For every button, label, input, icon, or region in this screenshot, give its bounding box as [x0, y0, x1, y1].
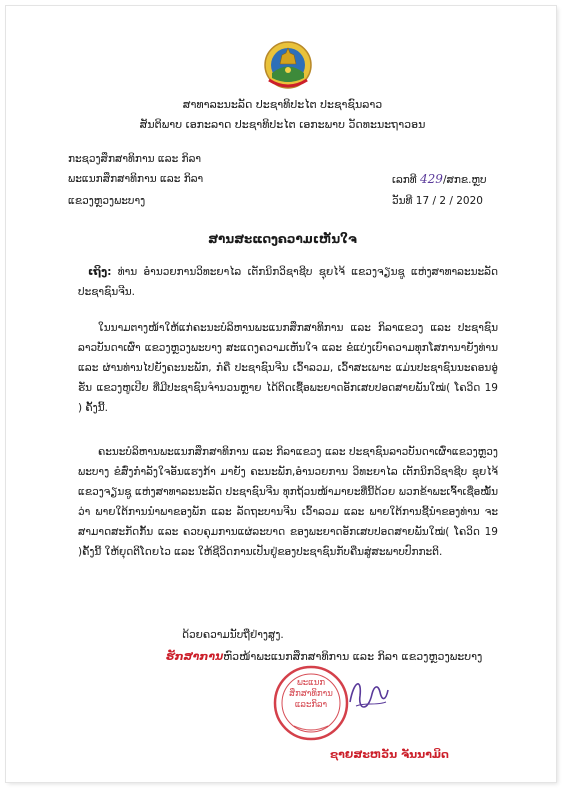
- signatory-name: ຊາຍສະຫວັນ ຈັນນາມິດ: [330, 748, 449, 761]
- issuer-province: ແຂວງຫຼວງພະບາງ: [68, 195, 146, 207]
- issuer-department: ພະແນກສຶກສາທິການ ແລະ ກິລາ: [68, 173, 204, 185]
- issuer-ministry: ກະຊວງສຶກສາທິການ ແລະ ກິລາ: [68, 153, 202, 165]
- reference-number: [392, 172, 487, 187]
- reference-number-suffix: /ສກຂ.ຫຼບ: [442, 174, 487, 186]
- acting-prefix: ຮັກສາການ: [166, 650, 224, 663]
- reference-number-label: ເລກທີ: [392, 174, 417, 186]
- paragraph-1: ໃນນາມຕາງໜ້າໃຫ້ແກ່ຄະນະບໍລິຫານພະແນກສຶກສາທິການ ແລະ ກິລາແຂວງ ແລະ ປະຊາຊົນລາວບັນດາເຜົ່າ ແຂວງຫຼວງພະບາງ ສະແດງຄວາມເຫັນໃຈ ແລະ ຂໍແບ່ງເບົາຄວາມທຸກໂສການາຍັງທ່ານ ແລະ ຜ່ານທ່ານໄປຍັງຄະນະພັກ, ກໍຄື ປະຊາຊົນຈີນ ເວົ້າລວມ, ເວົ້າສະເພາະ ແມ່ນປະຊາຊົນນະຄອນອູ່ຮັ່ນ ແຂວງຫູເປີຍ ທີ່ມີປະຊາຊົນຈຳນວນຫຼາຍ ໄດ້ຕິດເຊື້ອພະຍາດອັກເສບປອດສາຍພັນໃໝ່( ໂຄວິດ 19 ) ຄັ້ງນີ້.: [78, 322, 498, 414]
- reference-number-value: 429: [420, 172, 443, 186]
- salutation-label: ເຖິງ:: [88, 266, 112, 278]
- signatory-title: ຫົວໜ້າພະແນກສຶກສາທິການ ແລະ ກິລາ ແຂວງຫຼວງພະບາງ: [223, 650, 483, 663]
- document-title: ສານສະແດງຄວາມເຫັນໃຈ: [208, 232, 357, 246]
- header-line-1: ສາທາລະນະລັດ ປະຊາທິປະໄຕ ປະຊາຊົນລາວ: [182, 98, 383, 111]
- closing-line: ດ້ວຍຄວາມນັບຖືຢ່າງສູງ.: [182, 629, 284, 641]
- official-stamp: [272, 664, 350, 742]
- salutation-text: ທ່ານ ອຳນວຍການວິທະຍາໄລ ເຕັກນິກວິຊາຊີບ ຊຸຍໄຈ້ ແຂວງຈຽນຊູ ແຫ່ງສາທາລະນະລັດ ປະຊາຊົນຈີນ.: [78, 266, 498, 298]
- salutation: [78, 262, 498, 302]
- handwritten-signature-icon: [344, 672, 392, 718]
- paragraph-2: ຄະນະບໍລິຫານພະແນກສຶກສາທິການ ແລະ ກິລາແຂວງ ແລະ ປະຊາຊົນລາວບັນດາເຜົ່າແຂວງຫຼວງພະບາງ ຂໍສົ່ງກຳລັງໃຈອັນແຮງກ້າ ມາຍັງ ຄະນະພັກ,ອຳນວຍການ ວິທະຍາໄລ ເຕັກນິກວິຊາຊີບ ຊຸຍໄຈ້ ແຂວງຈຽນຊູ ແຫ່ງສາທາລະນະລັດ ປະຊາຊົນຈີນ ທຸກຖ້ວນໜ້າມາຍະທີ່ນີ້ດ້ວຍ ພວກຂ້າພະເຈົ້າເຊື່ອໝັ້ນວ່າ ພາຍໃຕ້ການນຳພາຂອງພັກ ແລະ ລັດຖະບານຈີນ ເວົ້າລວມ ແລະ ພາຍໃຕ້ການຊີ້ນຳຂອງທ່ານ ຈະສາມາດສະກັດກັ້ນ ແລະ ຄວບຄຸມການແຜ່ລະບາດ ຂອງພະຍາດອັກເສບປອດສາຍພັນໃໝ່( ໂຄວິດ 19 )ຄັ້ງນີ້ ໃຫ້ຍຸດຕິໂດຍໄວ ແລະ ໃຫ້ຊີວິດການເປັນຢູ່ຂອງປະຊາຊົນກັບຄືນສູ່ສະພາບປົກກະຕິ.: [78, 446, 498, 558]
- header-line-2: ສັນຕິພາບ ເອກະລາດ ປະຊາທິປະໄຕ ເອກະພາບ ວັດທະນະຖາວອນ: [139, 118, 426, 131]
- reference-date: ວັນທີ 17 / 2 / 2020: [392, 195, 483, 207]
- signature-title-line: [166, 650, 482, 663]
- lao-national-emblem-icon: [263, 40, 313, 90]
- stamp-text: ພະແນກ ສຶກສາທິການ ແລະກິລາ: [289, 678, 333, 710]
